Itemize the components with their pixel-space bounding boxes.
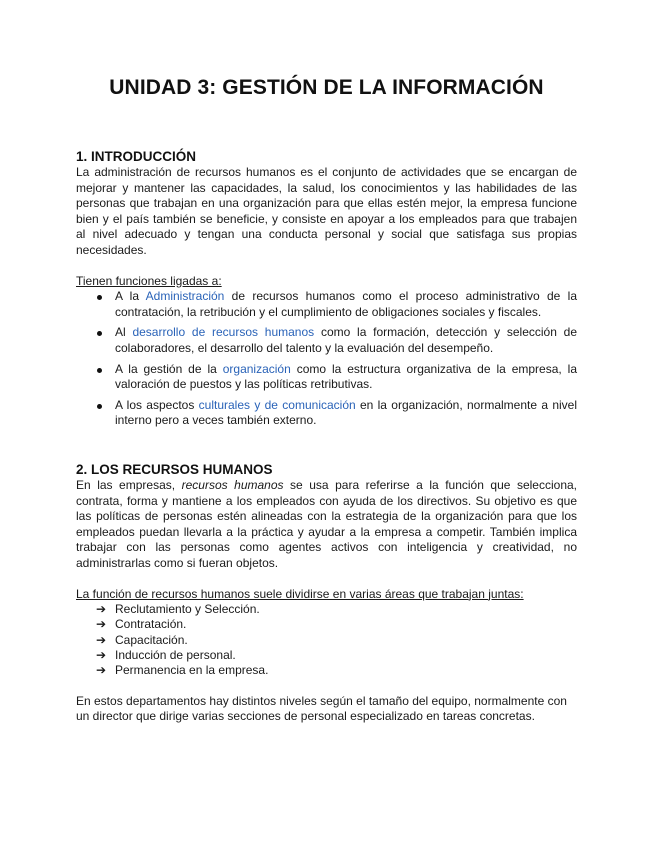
list-item <box>76 362 577 393</box>
bullet-icon <box>97 295 102 300</box>
arrow-right-icon: ➔ <box>96 617 107 632</box>
list-item <box>76 602 577 617</box>
section-introduccion <box>76 149 577 434</box>
section-heading: 1. INTRODUCCIÓN <box>76 149 197 164</box>
item-text-post: como la formación, detección y selección de colaboradores, el desarrollo del talento y la evaluación del desempeño. <box>115 325 577 355</box>
item-link[interactable]: Administración <box>145 289 225 304</box>
arrow-right-icon: ➔ <box>96 632 107 647</box>
closing-paragraph: En estos departamentos hay distintos niveles según el tamaño del equipo, normalmente con un director que dirige varias secciones de personal especializado en tareas concretas. <box>76 693 567 724</box>
page-title: UNIDAD 3: GESTIÓN DE LA INFORMACIÓN <box>109 76 544 99</box>
item-text-pre: A los aspectos <box>115 397 199 412</box>
item-text-pre: Al <box>115 325 133 340</box>
areas-list-intro: La función de recursos humanos suele dividirse en varias áreas que trabajan juntas: <box>76 586 524 601</box>
area-label: Reclutamiento y Selección. <box>115 602 260 617</box>
functions-list-intro: Tienen funciones ligadas a: <box>76 273 222 288</box>
list-item <box>76 289 577 320</box>
functions-list <box>76 289 577 429</box>
list-item <box>76 663 577 678</box>
item-link[interactable]: culturales y de comunicación <box>198 397 356 412</box>
item-link[interactable]: organización <box>222 361 291 376</box>
item-text-pre: A la gestión de la <box>115 361 223 376</box>
list-item <box>76 325 577 356</box>
item-text-post: como la estructura organizativa de la empresa, la valoración de puestos y las políticas retributivas. <box>115 361 577 392</box>
section-heading: 2. LOS RECURSOS HUMANOS <box>76 462 273 477</box>
section-recursos-humanos <box>76 462 577 725</box>
area-label: Contratación. <box>115 617 187 632</box>
arrow-right-icon: ➔ <box>96 663 107 678</box>
area-label: Inducción de personal. <box>115 648 236 663</box>
paragraph-text-pre: En las empresas, <box>76 478 182 492</box>
item-link[interactable]: desarrollo de recursos humanos <box>132 325 315 340</box>
intro-paragraph: La administración de recursos humanos es el conjunto de actividades que se encargan de mejorar y mantener las capacidades, la salud, los conocimientos y las habilidades de las personas que trabajan en una organización para que ellas estén mejor, la empresa funcione bien y el país también se beneficie, y consiste en apoyar a los empleados para que trabajen al nivel adecuado y tengan una conducta personal y social que satisfaga sus propias necesidades. <box>76 165 577 257</box>
list-item <box>76 398 577 429</box>
paragraph-emphasis: recursos humanos <box>181 478 284 492</box>
arrow-right-icon: ➔ <box>96 602 107 617</box>
list-item <box>76 648 577 663</box>
paragraph-text-post: se usa para referirse a la función que selecciona, contrata, forma y mantiene a los empleados con ayuda de los directivos. Su objetivo es que las políticas de personas estén alineadas con la estrategia de la organización para que los empleados puedan llevarla a la práctica y ayudar a la empresa a competir. También implica trabajar con las personas como agentes activos con inteligencia y creatividad, no administrarlas como si fueran objetos. <box>76 478 578 570</box>
area-label: Capacitación. <box>115 632 188 647</box>
item-text-post: en la organización, normalmente a nivel interno pero a veces también externo. <box>115 397 577 428</box>
arrow-right-icon: ➔ <box>96 648 107 663</box>
list-item <box>76 633 577 648</box>
rrhh-paragraph <box>76 478 577 572</box>
areas-list <box>76 602 577 678</box>
bullet-icon <box>97 368 102 373</box>
item-text-post: de recursos humanos como el proceso administrativo de la contratación, la retribución y el cumplimiento de obligaciones sociales y fiscales. <box>115 289 578 319</box>
area-label: Permanencia en la empresa. <box>115 663 269 678</box>
list-item <box>76 617 577 632</box>
bullet-icon <box>97 331 102 336</box>
item-text-pre: A la <box>115 289 146 304</box>
bullet-icon <box>97 404 102 409</box>
